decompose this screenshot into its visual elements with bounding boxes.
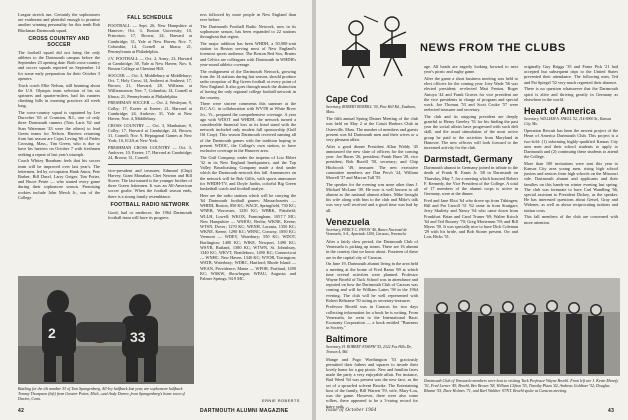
body-paragraph: The fifth annual Spring Dinner Meeting of the club was held on May 2 at the Cotuit Harbors Club in Osterville, Mass. The number of members and guests present was 64 Dartmouth men and their wives or a very pleasant affair. bbox=[326, 116, 418, 142]
body-paragraph: There were sincere comments this summer at the D.C.A.C. in collaboration with WVTR in White River Jct., Vt., prepared the comprehensive coverage. A year ago with WDOT and WHDH, the network turned a considerable financial loss as its bond stand with the network included only modest full sponsorship (Gulf Oil Corp). This season Dartmouth received naming all of the Dartmouth games with the tradition hoping to present WDOC, the College's own station, to have exclusive coverage in the Hanover area. bbox=[200, 101, 296, 154]
body-paragraph: There is no question whatsoever that the Dartmouth spirit is alive and thriving greatly in Germany as elsewhere in the world. bbox=[524, 86, 618, 102]
divider bbox=[108, 164, 192, 165]
photo-caption: Battling for the tilt number 33 of Tom Spangenberg, All-Ivy halfback last year, are sophomore halfback Tommy Thompson (left) from Greater Potter, Mich., and Andy Durrer, from Spangenberg's home town of Darien, Conn. bbox=[18, 386, 185, 401]
club-heading-baltimore: Baltimore bbox=[326, 334, 368, 345]
body-paragraph: The Dartmouth Football Radio Network, now in its sophomore season, has been expanded to 22 stations throughout that region. bbox=[200, 23, 296, 40]
body-paragraph: Fred and Jane Eliot '64 who drove up from Tübingen; Bill and Pat Carroll '31 '62 came in from Stuttgart; Jerry Skultety and Nancy '64 who came down from Frankfurt. Brian and Carol Truner '69; Walter Krisch '64 and Ted Rooney '70; Greg Mortensen '59; and Bill Myers '50. It was specially nice to have Dick Coleman '29 with his bride, and Bob Stoner present. Orr and Lois Hicks '51. bbox=[424, 197, 518, 240]
author-byline: ERNIE ROBERTS bbox=[262, 398, 300, 403]
football-photo bbox=[18, 276, 194, 384]
club-cartoon-illustration bbox=[334, 10, 416, 86]
body-paragraph: The major addition has been WHDH, a 50,000-watt station in Boston serving most of New England's foremost sports audience. The Boston Red Sox, Bruins and Celtics are colleagues with Dartmouth in WHDH's year-round athletic coverage. bbox=[200, 41, 296, 67]
group-portrait-image bbox=[424, 278, 620, 376]
schedule-freshman-soccer: FRESHMAN SOCCER — Oct. 2, Wesleyan; 9, Colby; 17, Exeter at Exeter; 21, Harvard at Cambridge; 24, Andover; 31, Yale at New Haven; Nov. 4, Middlebury. bbox=[108, 100, 192, 121]
body-paragraph: The cross-country squad is captained by Lee Durocher '65 of Cranston, R.I., one of only three Dartmouth runners (Tom Laris '62 and Stan Waterman '43 were the others) to lead Green teams for Nelson. Harriers returning from last season are Cajus Leving '66 of Prides Crossing, Mass., Tim Green, who is due to have his harriers on October 7 with freshmen seeking a repeat of last year's triumph. bbox=[18, 110, 100, 157]
club-heading-darmstadt: Darmstadt, Germany bbox=[424, 154, 513, 165]
svg-text:2: 2 bbox=[48, 325, 56, 341]
photo-caption: Dartmouth Club of Venezuela members were host to visiting Tuck Professor Wayne Broehl. From left are J. Kevin Menefy '51, Fred Lerner '49, Broehl, Bev Brown '58, William Clifton '55, Timothy Plaza '42, Andreas Goldtner '52, Douglas Rhamn '55, Dave Holmes '71, and Karl Walther '67NT. Broehl spoke at Caracas meeting. bbox=[424, 378, 619, 393]
club-heading-cape-cod: Cape Cod bbox=[326, 94, 369, 104]
body-paragraph: originally Guy Briggs '35 and Franz Pick '21 had accepted but subsequent trips to the United States prevented their attendance. The following men, Ted and Pat Spiegel '52 very much regretted their absence. bbox=[524, 64, 618, 85]
club-heading-venezuela: Venezuela bbox=[326, 216, 370, 227]
left-column-1 bbox=[18, 12, 100, 272]
club-heading-heart-of-america: Heart of America bbox=[524, 105, 596, 116]
body-paragraph: The Gulf Company, under the impetus of Lou Ehlert '32 in its New England headquarters, and the Top Valley Broadcasting Company made a deal under which the Dartmouth network this fall. Announcers on the network will be Bob Gillis, with sports announcer for WHDH-TV, and Doyle Jardin, colorful Big Green basketball coach and football analyst. bbox=[200, 154, 296, 191]
club-secretary-byline: Secretary, WILLIAM A. SNELL '52, 114-6900 St., Kansas City, Mo. bbox=[524, 116, 612, 126]
body-paragraph: Good, bad or mediocre, the 1964 Dartmouth football team will have its progress bbox=[108, 209, 192, 220]
issue-date-footer: Issue of October 1964 bbox=[326, 408, 377, 413]
schedule-soccer: SOCCER — Oct. 3, Middlebury at Middlebury; Oct. 7, Holy Cross; 14, Amherst at Amherst; 17, Brown; 21, Harvard; 28, Williams at Williamstown; Nov. 7, Columbia; 14, Cornell at Ithaca; 21, Pennsylvania at Philadelphia. bbox=[108, 72, 192, 99]
venezuela-club-photo bbox=[424, 278, 620, 376]
schedule-cross-country: CROSS COUNTRY — Oct. 3, Manhattan; 9, Colby; 17, Harvard at Cambridge; 24, Brown; 31, Cornell; Nov. 9, Heptagonal Games at New York; 16, IC4A at New York. bbox=[108, 122, 192, 144]
schedule-jv-football: J.V. FOOTBALL — Oct. 2, Army; 23, Harvard at Cambridge; 30, Yale at New Haven; Nov. 6, Boston College at Chestnut Hill. bbox=[108, 55, 192, 72]
schedule-freshman-cross-country: FRESHMAN CROSS COUNTRY — Oct. 3, Andover; 10, Exeter; 17, Harvard at Cambridge; 24, Brown; 31, Cornell. bbox=[108, 144, 192, 161]
body-paragraph: The speaker for the evening was none other than J. Michael McLane '49. He now is well known to all alumni as the national alumni affairs. Mike brought his wife along with him to the club and Mike's talk was very well received and a good time was had by all. bbox=[326, 181, 418, 213]
football-players-image bbox=[18, 276, 194, 384]
left-column-2 bbox=[108, 12, 192, 272]
section-heading-cross-country: CROSS COUNTRY AND SOCCER bbox=[28, 35, 90, 48]
body-paragraph: More than 100 invitations were sent this year to Kansas City area young men, rising high school juniors and seniors from high schools on the Missouri side. Dartmouth alumni and applicants and their families on this hands-on winter evening last spring. The club was fortunate to have Carl Wandling '66, special assistant to President Dickey, as the speaker. He has interested questions about Geisel, Gray and Widener, as well as about reciprocating tuitions and tuition costs. bbox=[524, 160, 618, 213]
page-number-left: 42 bbox=[18, 408, 25, 414]
club-secretary-byline: Secretary, PERCY C. FAYON '46, Banco Nacional de Venezuela, S.A., Apartado 1200, Caracas, Venezuela bbox=[326, 227, 407, 237]
schedule-football: FOOTBALL — Sept. 26, New Hampshire at Hanover; Oct. 3, Boston University; 10, Princeton; 17, Brown; 24, Harvard at Cambridge; 31, Yale at New Haven; Nov. 7, Columbia; 14, Cornell at Ithaca; 21, Pennsylvania at Philadelphia. bbox=[108, 23, 192, 55]
body-paragraph: Track coach Ellie Nelson, still beaming about the U.S. Olympic team selection of his six sprinters and quarter-milers, had his runners climbing hills in morning practices all week long. bbox=[18, 82, 100, 109]
club-secretary-byline: Secretary, ROBERT BURRILL '50, Pine Hill Rd., Eastham, Mass. bbox=[326, 105, 416, 114]
body-paragraph: This fall members of the club are concerned with more attention. bbox=[524, 214, 618, 225]
body-paragraph: Professor Broehl was in Caracas for two days collecting information for a book he is writing. From Venezuela, he went to the International Basic Economy Corporation — a book entitled "Business in Society." bbox=[326, 304, 418, 331]
body-paragraph: Operation Recruit has been the newest project of the Heart of America Dartmouth Club. This project is a two-fold: (1) informing highly-qualified Kansas City area men and their school students to apply to Dartmouth and (2) continuing these students to attend the College. bbox=[524, 128, 618, 160]
body-paragraph: Coach Whitey Burnham feels that his soccer team will be improved over last year's. The lettermen, led by co-captains Hank Amos, Pete Barber, Bill Durel, Larry Geiger, Tim Potter, and Bruce Petrie — who started every game during their sophomore season. Promising rookies include John Merck Jr., son of the College bbox=[18, 158, 100, 200]
body-paragraph: The realignment of the Dartmouth Network, growing from the 14 stations during last season, should produce radio reception of Big Green football at every point of New England. It also goes through much the distinction of having the only regional college football network in the country. bbox=[200, 68, 296, 100]
body-paragraph: After the game a short business meeting was held to elect officers for the coming year: Joey Wade '56 was elected president; re-elected Matt Fenton, Roger Antoya '44 and Frank Graves for vice president are the vice presidents in charge of program and special work. Joe Thomas '53 and Scott Cooke '57 were reelected treasurer and secretary. bbox=[424, 75, 518, 113]
body-paragraph: Mange and Pogo Worthington '53 graciously permitted their fathers and squares to invade their lovely home for a gay picnic. New and familiar faces made the party a very enjoyable affair. For instance, Bud Weed '64 was present was the new face, as the set of a sprawled solvent Brooke. The Entertaining host of the family, Bill Warren '59, wife, Mary-Lou, was the game. However, there were also some rollers, there appeared to be a 3-string record for hairy spilt bbox=[326, 356, 418, 409]
body-paragraph: vice-president and treasurer, Edmund (Chip) Harvey, Grant Monahan, Chet Newton and Bill Stover. The last-named is the younger brother of three Green lettermen. It was an All-American soccer goalie. When the football season ends, there is a strong family resemblance. bbox=[108, 167, 192, 199]
section-heading-fall-schedule: FALL SCHEDULE bbox=[127, 15, 173, 21]
body-paragraph: On June 19, Dartmouth alumni living in the area held a meeting at the home of Fred Ramo '69 at which time several activities were planned. Professor Wayne Broehl of Tuck School was in attendance and reported on how the Dartmouth Club of Caracas was coming and will be William Lattes '58 in the 1964 evening. The club will be well represented with Robert Beltrame '50 acting as secretary-treasurer. bbox=[326, 261, 418, 303]
section-masthead: NEWS FROM THE CLUBS bbox=[420, 42, 566, 54]
body-paragraph: Dartmouth alumni in Germany joined in tribute to the death of Frank B. Ennis Jr. '48 in Darmstadt on Thursday, May 7, for a meeting which honored Robert F. Kennedy, the Vice President of the College. A total of 17 members of the alumni corps is active in Germany, were at the dinner. bbox=[424, 165, 518, 197]
page-number-right: 43 bbox=[608, 408, 615, 414]
left-page bbox=[0, 0, 312, 420]
right-page bbox=[316, 0, 628, 420]
svg-text:33: 33 bbox=[130, 329, 146, 345]
club-secretary-byline: Secretary, H. ROBERT JOSEPH '55, 2322 Fox Hills Dr., Towson 4, Md. bbox=[326, 345, 413, 355]
intro-paragraph: League stretch run. Certainly the sophomores are exuberant and plentiful enough to promise another winning personality for this tenth Bob Blackman Dartmouth squad. bbox=[18, 12, 100, 33]
magazine-title-footer: DARTMOUTH ALUMNI MAGAZINE bbox=[200, 408, 289, 414]
right-column-1 bbox=[326, 90, 418, 409]
cartoon-figures-icon bbox=[334, 10, 416, 86]
left-column-3 bbox=[200, 12, 296, 392]
section-heading-radio-network: FOOTBALL RADIO NETWORK bbox=[110, 201, 190, 208]
body-paragraph: age. All heads are eagerly looking forward to next year's picnic and rugby game. bbox=[424, 64, 518, 75]
body-paragraph: The football squad did not bring the only athletes to the Dartmouth campus before the September 23 opening date. Both cross-country and soccer squads reported on September 14 for some early preparation for their October 3 openers. bbox=[18, 49, 100, 81]
body-paragraph: After a fairly slow period, the Dartmouth Club of Venezuela is picking up steam. There are 16 alumni in the country that we know about. Fourteen of these are in the capital city of Caracas. bbox=[326, 239, 418, 260]
body-paragraph: The club and its outgoing president are deeply grateful to Henry Greeley '51 for his finding the past year the social affairs have progressed with such deft skill, and the usual stimulation of the most active group he paid to the activities from Maryland in Hanover. The new officers will look forward to the increased activity for the club. bbox=[424, 113, 518, 151]
body-paragraph: Here are the radio stations which will be carrying the '64 Dartmouth football games: Massachusetts — WHDH, Boston, 850 KC; WACE, Springfield, 730 KC; WNEB, Worcester, 1230 KC; WBRK, Pittsfield; WLLH, Lowell; WKOX, Framingham, 1057.7 MC; New Hampshire — WMOU, Berlin; WKNE, Keene; WTSN, Dover; 1270 KC; WENH, Laconia, 1350 KC; WKNE, Keene, 1290 KC; WBNC, Conway, 1050 KC; Vermont — WDEV, Waterbury; 550 KC; WDOT, Burlington; 1400 KC; WIKE, Newport, 1490 KC; WSYB, Rutland, 1380 KC; WTWN, St. Johnsbury, 1340 KC; WKVT, Brattleboro, 1490 KC; Connecticut — WNHC, New Haven, 1340 KC; WTOR, Torrington; WATR, Waterbury; WDRC, Hartford; Rhode Island — WEAN, Providence; Maine — WPOR, Portland, 1490 KC; WSKW, Skowhegan; WFAU, Augusta; and Palmer Springs, 94.9 MC. bbox=[200, 192, 297, 281]
body-paragraph: ress followed by more people in New England than ever before. bbox=[200, 12, 296, 23]
right-column-2 bbox=[424, 64, 518, 274]
right-column-3 bbox=[524, 64, 618, 274]
body-paragraph: After a good dinner President Allan Widdy '45 announced the new slate of officers for the coming year: Joe Burns '26, president; Frank Burn '28, vice president; Bob Burrill '50, secretary; and Chip Hitchcock '49, treasurer. The new executive committee members are Dan Perch '24, William Morrell '37 and Marcus Tall '55. bbox=[326, 143, 418, 180]
